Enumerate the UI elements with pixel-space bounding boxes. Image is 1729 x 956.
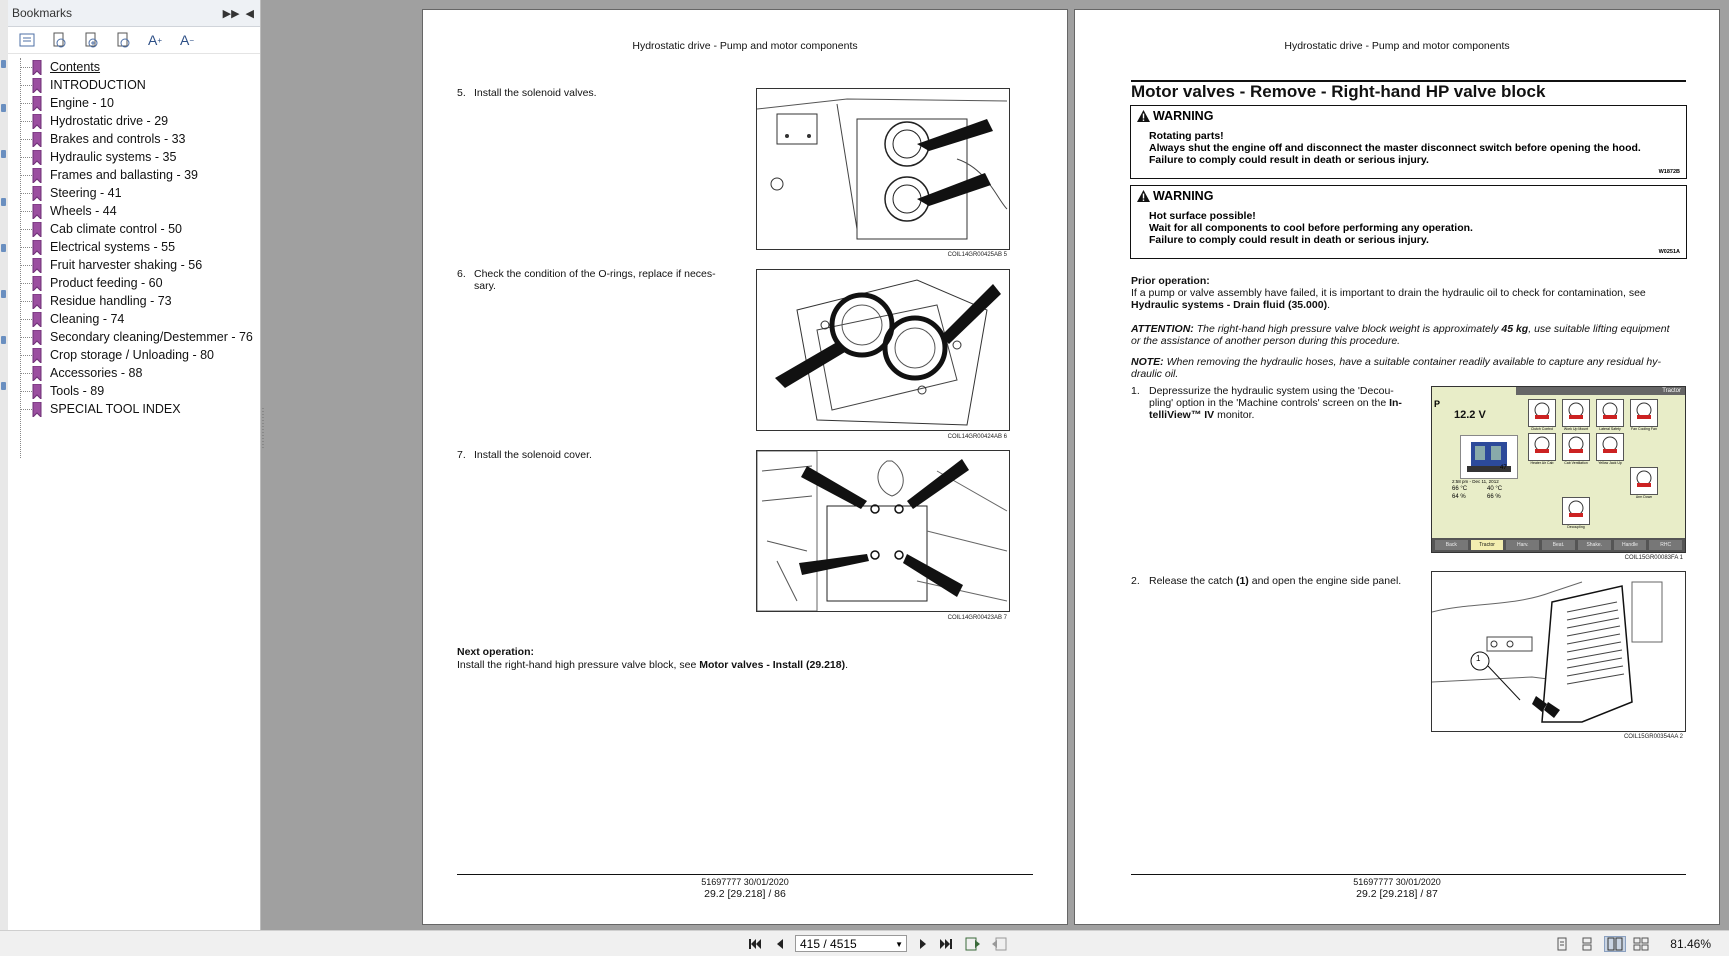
bookmark-label: Wheels - 44	[50, 204, 117, 218]
bookmark-label: Cab climate control - 50	[50, 222, 183, 236]
step-number: 2.	[1131, 575, 1140, 587]
step-text: Install the solenoid valves.	[474, 87, 597, 99]
screen-function-label: Decoupling	[1567, 525, 1585, 529]
warning-triangle-icon	[1137, 190, 1150, 202]
tree-connector	[20, 103, 32, 104]
chevron-down-icon[interactable]: ▼	[895, 940, 903, 949]
tree-connector	[20, 193, 32, 194]
page-header: Hydrostatic drive - Pump and motor components	[632, 40, 858, 52]
screen-tab[interactable]: Harv.	[1506, 540, 1539, 550]
warning-triangle-icon	[1137, 110, 1150, 122]
screen-function-button[interactable]	[1596, 433, 1624, 465]
screen-function-button[interactable]	[1630, 467, 1658, 499]
screen-function-label: Arm Down	[1635, 495, 1653, 499]
next-operation-prefix: Install the right-hand high pressure valve block, see	[457, 659, 700, 671]
bookmark-label: Steering - 41	[50, 186, 122, 200]
bookmark-item[interactable]	[8, 256, 260, 274]
bookmark-icon	[32, 402, 42, 420]
warning-line: Failure to comply could result in death or serious injury.	[1149, 234, 1429, 246]
bookmark-label: Engine - 10	[50, 96, 114, 110]
step-part: monitor.	[1214, 409, 1255, 421]
screen-function-label: Fan Cooling Fan	[1631, 427, 1657, 431]
panel-tab-icon[interactable]	[1, 60, 6, 68]
bookmarks-toolbar	[8, 27, 260, 54]
first-page-icon[interactable]	[746, 936, 764, 952]
bookmark-label: INTRODUCTION	[50, 78, 146, 92]
step-text	[1149, 575, 1401, 587]
bookmark-label: Hydrostatic drive - 29	[50, 114, 169, 128]
machine-function-icon	[1631, 468, 1657, 488]
footer-rule	[457, 874, 1033, 875]
bookmark-item[interactable]	[8, 130, 260, 148]
step-bold: telliView™ IV	[1149, 409, 1215, 421]
step-text	[1149, 409, 1254, 421]
single-page-view-icon[interactable]	[1553, 936, 1571, 952]
screen-readout: 66 °C	[1452, 486, 1468, 492]
machine-function-icon	[1563, 400, 1589, 420]
step-part: Release the catch	[1149, 575, 1236, 587]
intelliview-screen-figure	[1431, 386, 1686, 553]
tree-connector	[20, 319, 32, 320]
screen-readout: 64 %	[1452, 494, 1466, 500]
bookmark-item[interactable]	[8, 58, 260, 76]
bookmark-item[interactable]	[8, 94, 260, 112]
bookmark-item[interactable]	[8, 346, 260, 364]
bookmark-item[interactable]	[8, 166, 260, 184]
tree-connector	[20, 85, 32, 86]
step-part: and open the engine side panel.	[1248, 575, 1402, 587]
bookmark-label: Frames and ballasting - 39	[50, 168, 198, 182]
step-text: Install the solenoid cover.	[474, 449, 592, 461]
tree-connector	[20, 301, 32, 302]
screen-tab[interactable]: Handle	[1614, 540, 1647, 550]
step-text	[1149, 397, 1402, 409]
note-label: NOTE:	[1131, 356, 1164, 368]
warning-line: Rotating parts!	[1149, 130, 1224, 142]
bookmark-item[interactable]	[8, 238, 260, 256]
tree-connector	[20, 373, 32, 374]
figure-caption: COIL14GR00424AB 6	[947, 434, 1007, 440]
footer-doc-number: 51697777 30/01/2020	[701, 877, 789, 887]
bookmark-item[interactable]	[8, 274, 260, 292]
panel-tab-icon[interactable]	[1, 382, 6, 390]
screen-tab[interactable]: Beat.	[1542, 540, 1575, 550]
tree-connector	[20, 139, 32, 140]
note-part: When removing the hydraulic hoses, have a suitable container readily available to capture any residual hy-	[1163, 356, 1661, 368]
facing-pages-view-icon[interactable]	[1604, 936, 1626, 952]
warning-code: W0251A	[1658, 249, 1680, 255]
warning-code: W1872B	[1658, 169, 1680, 175]
tree-connector	[20, 121, 32, 122]
warning-box-hot-surface	[1130, 185, 1687, 259]
solenoid-valves-figure	[756, 88, 1010, 250]
bookmark-label: Secondary cleaning/Destemmer - 76	[50, 330, 253, 344]
bookmark-label: Fruit harvester shaking - 56	[50, 258, 203, 272]
step-text: sary.	[474, 280, 496, 292]
attention-label: ATTENTION:	[1131, 323, 1194, 335]
o-rings-figure	[756, 269, 1010, 431]
screen-function-label: Clutch Control	[1530, 427, 1554, 431]
collapse-panel-icon[interactable]: ◀	[245, 7, 254, 20]
next-operation-text	[457, 659, 848, 672]
panel-tab-icon[interactable]	[1, 336, 6, 344]
screen-voltage: 12.2 V	[1454, 409, 1486, 421]
screen-tab[interactable]: Back	[1435, 540, 1468, 550]
footer-page-number: 29.2 [29.218] / 87	[1356, 888, 1438, 900]
screen-function-button[interactable]	[1528, 433, 1556, 465]
bookmark-label: Residue handling - 73	[50, 294, 172, 308]
warning-title: WARNING	[1153, 189, 1214, 203]
document-page-right	[1075, 10, 1719, 924]
bookmark-item[interactable]	[8, 76, 260, 94]
previous-view-icon[interactable]	[964, 936, 982, 952]
find-bookmark-icon[interactable]	[110, 29, 136, 51]
warning-line: Failure to comply could result in death or serious injury.	[1149, 154, 1429, 166]
tree-connector	[20, 247, 32, 248]
bookmark-item[interactable]	[8, 328, 260, 346]
prior-operation-text: If a pump or valve assembly have failed, it is important to drain the hydraulic oil to check for contamination, see	[1131, 287, 1646, 299]
screen-function-button[interactable]	[1630, 399, 1658, 431]
increase-font-icon[interactable]: A +	[147, 32, 162, 48]
page-header: Hydrostatic drive - Pump and motor components	[1284, 40, 1510, 52]
screen-function-button[interactable]	[1562, 399, 1590, 431]
warning-line: Wait for all components to cool before performing any operation.	[1149, 222, 1473, 234]
status-bar	[0, 930, 1729, 956]
step-number: 5.	[457, 87, 466, 99]
page-footer	[423, 876, 1067, 900]
screen-function-button[interactable]	[1596, 399, 1624, 431]
tree-connector	[20, 265, 32, 266]
bookmark-item[interactable]	[8, 382, 260, 400]
machine-function-icon	[1563, 498, 1589, 518]
screen-tab[interactable]: RHC	[1649, 540, 1682, 550]
panel-splitter[interactable]	[262, 408, 264, 450]
bookmark-label: Contents	[50, 60, 101, 74]
tree-connector	[20, 229, 32, 230]
continuous-view-icon[interactable]	[1578, 936, 1596, 952]
warning-text	[1149, 210, 1473, 246]
step-number: 6.	[457, 268, 466, 280]
page-footer	[1075, 876, 1719, 900]
expand-bookmark-icon[interactable]	[46, 29, 72, 51]
figure-caption: COIL15GR00354AA 2	[1623, 734, 1683, 740]
panel-tab-icon[interactable]	[1, 150, 6, 158]
bookmark-label: Crop storage / Unloading - 80	[50, 348, 214, 362]
step-number: 1.	[1131, 385, 1140, 397]
bookmark-tree	[8, 54, 260, 418]
bookmark-label: Cleaning - 74	[50, 312, 125, 326]
tree-connector	[20, 67, 32, 68]
decrease-font-icon[interactable]: A −	[179, 32, 194, 48]
warning-box-rotating	[1130, 105, 1687, 179]
bookmarks-header	[8, 0, 260, 27]
next-operation-label: Next operation:	[457, 646, 535, 658]
warning-heading	[1137, 189, 1213, 203]
bookmark-label: Tools - 89	[50, 384, 105, 398]
bookmark-label: Hydraulic systems - 35	[50, 150, 177, 164]
screen-tab-bar	[1432, 538, 1685, 552]
bookmark-item[interactable]	[8, 364, 260, 382]
zoom-level[interactable]: 81.46%	[1670, 937, 1711, 951]
continuous-facing-view-icon[interactable]	[1632, 936, 1650, 952]
panel-tab-icon[interactable]	[1, 244, 6, 252]
screen-readout: 47	[1500, 465, 1507, 471]
footer-rule	[1131, 874, 1686, 875]
bookmark-item[interactable]	[8, 148, 260, 166]
panel-tab-icon[interactable]	[1, 104, 6, 112]
warning-heading	[1137, 109, 1213, 123]
last-page-icon[interactable]	[937, 936, 955, 952]
screen-function-label: Lateral Safety	[1599, 427, 1621, 431]
screen-readout: 66 %	[1487, 494, 1501, 500]
warning-title: WARNING	[1153, 109, 1214, 123]
bookmark-label: Brakes and controls - 33	[50, 132, 186, 146]
screen-function-button[interactable]	[1528, 399, 1556, 431]
expand-panel-icon[interactable]: ▶▶	[222, 7, 240, 20]
callout-number: 1	[1476, 654, 1481, 663]
tree-connector	[20, 283, 32, 284]
bookmark-item[interactable]	[8, 184, 260, 202]
figure-caption: COIL15GR00083FA 1	[1624, 555, 1683, 561]
bookmark-label: Accessories - 88	[50, 366, 143, 380]
bookmark-item[interactable]	[8, 202, 260, 220]
document-page-left	[423, 10, 1067, 924]
footer-doc-number: 51697777 30/01/2020	[1353, 877, 1441, 887]
attention-part: The right-hand high pressure valve block weight is approximately	[1193, 323, 1502, 335]
note-text	[1131, 356, 1686, 369]
install-link[interactable]: Motor valves - Install (29.218)	[699, 659, 846, 671]
figure-caption: COIL14GR00423AB 7	[947, 615, 1007, 621]
machine-function-icon	[1563, 434, 1589, 454]
bookmark-item[interactable]	[8, 112, 260, 130]
screen-gear: P	[1434, 399, 1441, 409]
machine-function-icon	[1529, 434, 1555, 454]
tree-connector	[20, 157, 32, 158]
bookmark-label: Product feeding - 60	[50, 276, 163, 290]
page-indicator: 415 / 4515	[800, 937, 857, 951]
bookmarks-title: Bookmarks	[12, 6, 73, 20]
attention-text	[1131, 323, 1686, 336]
machine-function-icon	[1529, 400, 1555, 420]
bookmark-item[interactable]	[8, 310, 260, 328]
prior-operation-end: .	[1327, 299, 1330, 311]
screen-readout: 40 °C	[1487, 486, 1503, 492]
screen-function-label: Cab Ventilation	[1564, 461, 1588, 465]
note-line2: draulic oil.	[1131, 368, 1179, 380]
attention-line2: or the assistance of another person during this procedure.	[1131, 335, 1401, 347]
machine-function-icon	[1597, 434, 1623, 454]
bookmark-item[interactable]	[8, 400, 260, 418]
panel-tab-icon[interactable]	[1, 198, 6, 206]
step-bold: (1)	[1235, 575, 1249, 587]
next-operation-suffix: .	[845, 659, 849, 671]
bookmark-label: SPECIAL TOOL INDEX	[50, 402, 181, 416]
prior-operation-link-line	[1131, 299, 1330, 312]
screen-machine-image	[1460, 435, 1518, 479]
screen-function-label: Yellow Jack Up	[1598, 461, 1622, 465]
bookmark-options-icon[interactable]	[14, 29, 40, 51]
step-bold: In-	[1389, 397, 1402, 409]
tree-connector	[20, 337, 32, 338]
attention-weight: 45 kg	[1501, 323, 1529, 335]
step-part: pling' option in the 'Machine controls' screen on the	[1149, 397, 1390, 409]
machine-function-icon	[1597, 400, 1623, 420]
screen-tab-title: Tractor	[1516, 387, 1685, 395]
footer-page-number: 29.2 [29.218] / 86	[704, 888, 786, 900]
screen-function-button[interactable]	[1562, 497, 1590, 529]
next-view-icon[interactable]	[990, 936, 1008, 952]
add-bookmark-icon[interactable]	[78, 29, 104, 51]
previous-page-icon[interactable]	[771, 936, 789, 952]
screen-function-label: Heater Air Cab	[1530, 461, 1554, 465]
tree-connector	[20, 355, 32, 356]
page-number-input[interactable]	[795, 935, 907, 952]
tree-connector	[20, 211, 32, 212]
tree-connector	[20, 391, 32, 392]
bookmark-item[interactable]	[8, 220, 260, 238]
screen-time: 2:58 pm - Dec 11, 2012	[1452, 479, 1499, 484]
section-title: Motor valves - Remove - Right-hand HP valve block	[1131, 82, 1546, 101]
warning-text	[1149, 130, 1641, 166]
prior-operation-label: Prior operation:	[1131, 275, 1210, 287]
screen-function-label: Work Up Mount	[1563, 427, 1589, 431]
step-number: 7.	[457, 449, 466, 461]
solenoid-cover-figure	[756, 450, 1010, 612]
figure-caption: COIL14GR00425AB 5	[947, 252, 1007, 258]
bookmark-label: Electrical systems - 55	[50, 240, 176, 254]
next-page-icon[interactable]	[914, 936, 932, 952]
warning-line: Hot surface possible!	[1149, 210, 1256, 222]
screen-tab[interactable]: Shake.	[1578, 540, 1611, 550]
bookmark-item[interactable]	[8, 292, 260, 310]
tree-connector	[20, 175, 32, 176]
screen-tab[interactable]: Tractor	[1471, 540, 1504, 550]
screen-function-button[interactable]	[1562, 433, 1590, 465]
engine-side-panel-figure	[1431, 571, 1686, 732]
panel-tab-icon[interactable]	[1, 290, 6, 298]
attention-part: , use suitable lifting equipment	[1528, 323, 1670, 335]
warning-line: Always shut the engine off and disconnect the master disconnect switch before opening the hood.	[1149, 142, 1641, 154]
step-text: Depressurize the hydraulic system using the 'Decou-	[1149, 385, 1394, 397]
step-text: Check the condition of the O-rings, replace if neces-	[474, 268, 716, 280]
bookmarks-panel	[8, 0, 261, 930]
drain-fluid-link[interactable]: Hydraulic systems - Drain fluid (35.000)	[1131, 299, 1328, 311]
tree-connector	[20, 409, 32, 410]
machine-function-icon	[1631, 400, 1657, 420]
